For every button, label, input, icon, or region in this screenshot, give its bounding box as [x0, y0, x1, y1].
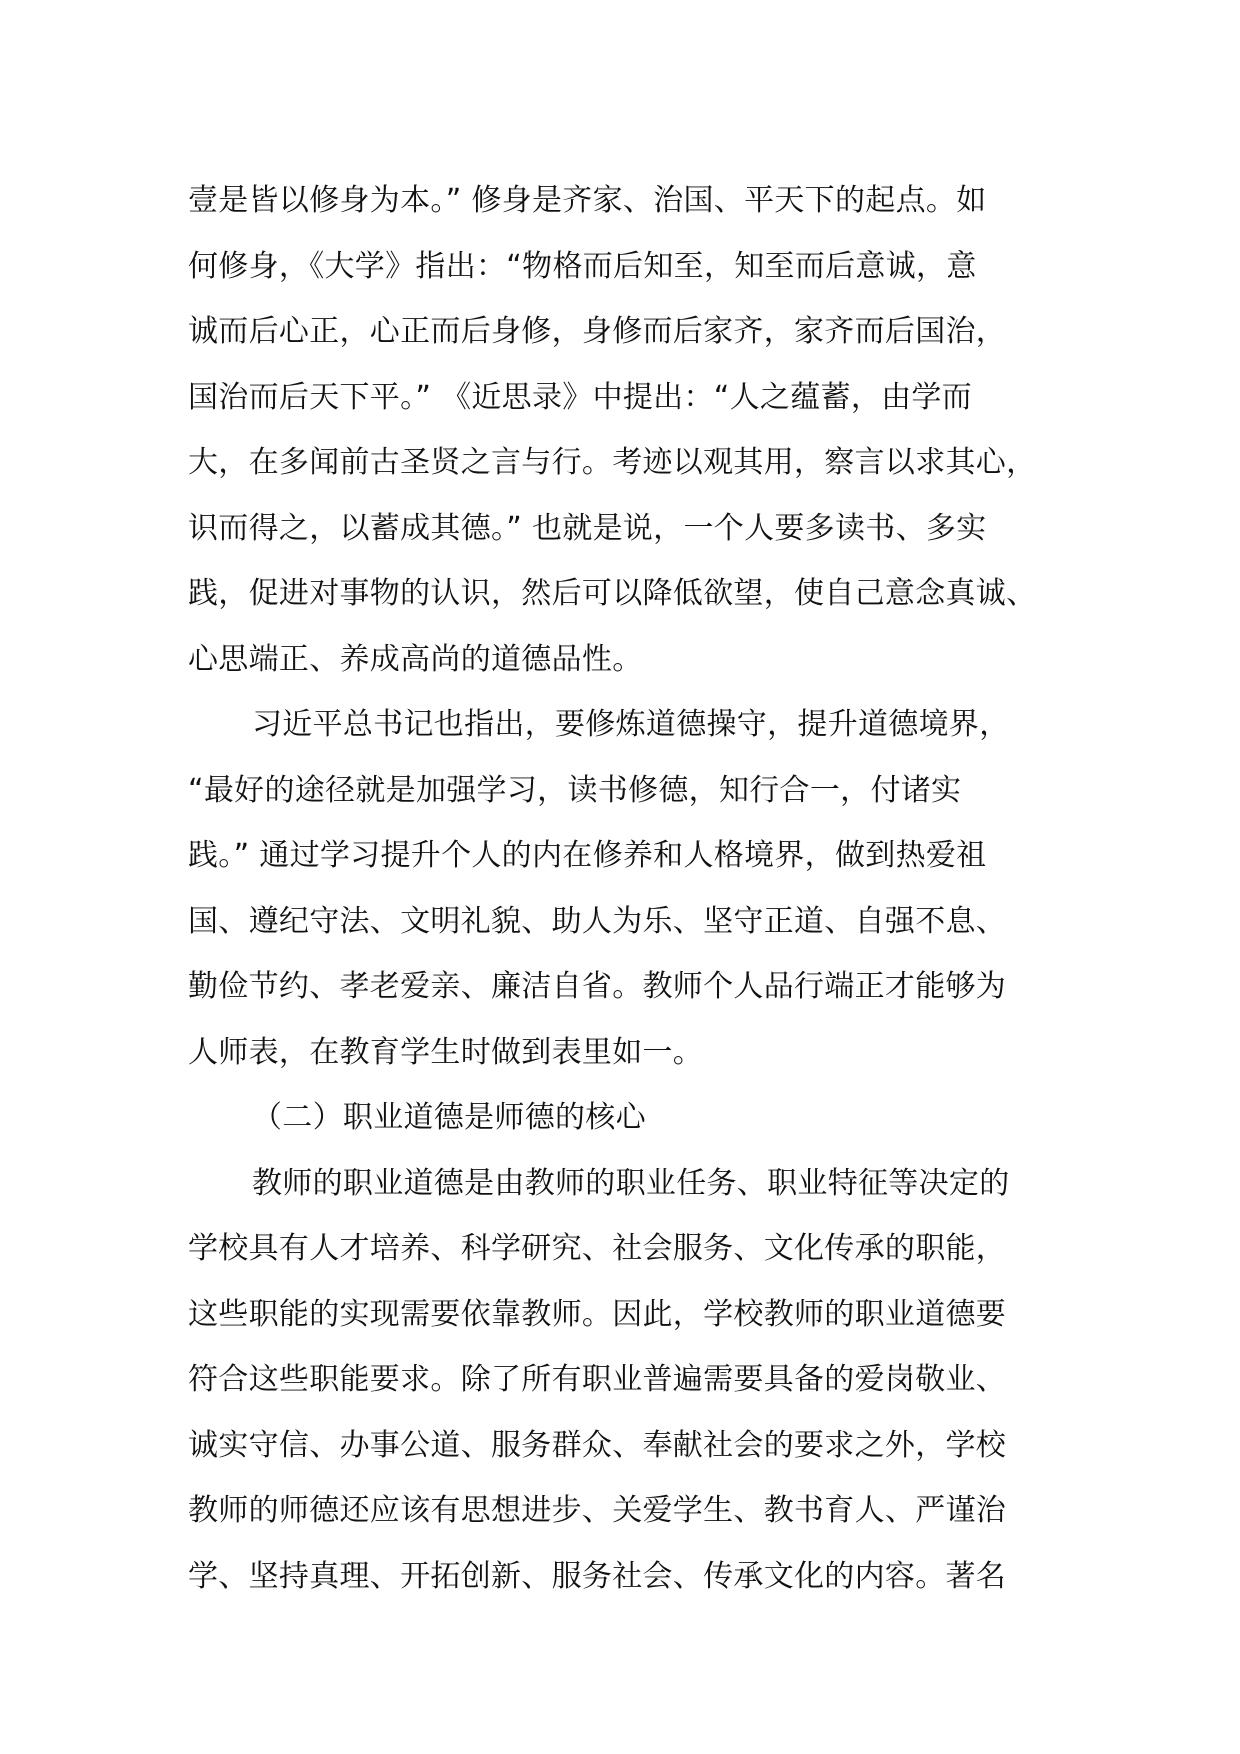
text-line: 心思端正、养成高尚的道德品性。: [188, 641, 643, 677]
section-heading-text: （二）职业道德是师德的核心: [252, 1100, 646, 1135]
text-line: 教师的师德还应该有思想进步、关爱学生、教书育人、严谨治: [188, 1493, 1007, 1528]
paragraph-professional-ethics: [188, 1151, 1088, 1610]
text-line: 何修身，《大学》指出：“物格而后知至，知至而后意诚，意: [188, 248, 977, 284]
text-line: 教师的职业道德是由教师的职业任务、职业特征等决定的: [252, 1165, 1010, 1201]
document-page: [188, 168, 1088, 1609]
text-line: 国、遵纪守法、文明礼貌、助人为乐、坚守正道、自强不息、: [188, 903, 1007, 939]
text-line: 壹是皆以修身为本。” 修身是齐家、治国、平天下的起点。如: [188, 183, 987, 218]
text-line: 勤俭节约、孝老爱亲、廉洁自省。教师个人品行端正才能够为: [188, 969, 1007, 1004]
text-line: 诚而后心正，心正而后身修，身修而后家齐，家齐而后国治，: [188, 314, 1007, 349]
paragraph-self-cultivation: [188, 168, 1088, 692]
text-line: 诚实守信、办事公道、服务群众、奉献社会的要求之外，学校: [188, 1427, 1007, 1463]
section-heading: [188, 1085, 1088, 1151]
text-line: 大，在多闻前古圣贤之言与行。考迹以观其用，察言以求其心，: [188, 445, 1037, 480]
text-line: “最好的途径就是加强学习，读书修德，知行合一，付诸实: [188, 772, 962, 808]
text-line: 符合这些职能要求。除了所有职业普遍需要具备的爱岗敬业、: [188, 1362, 1007, 1397]
text-line: 习近平总书记也指出，要修炼道德操守，提升道德境界，: [252, 707, 1010, 742]
text-line: 人师表，在教育学生时做到表里如一。: [188, 1034, 704, 1070]
text-line: 这些职能的实现需要依靠教师。因此，学校教师的职业道德要: [188, 1296, 1007, 1332]
paragraph-xi-quote: [188, 692, 1088, 1085]
text-line: 识而得之，以蓄成其德。” 也就是说，一个人要多读书、多实: [188, 510, 987, 546]
text-line: 国治而后天下平。” 《近思录》中提出：“人之蕴蓄，由学而: [188, 379, 973, 415]
text-line: 践，促进对事物的认识，然后可以降低欲望，使自己意念真诚、: [188, 576, 1037, 611]
text-line: 学、坚持真理、开拓创新、服务社会、传承文化的内容。著名: [188, 1558, 1007, 1594]
text-line: 学校具有人才培养、科学研究、社会服务、文化传承的职能，: [188, 1231, 1007, 1266]
text-line: 践。” 通过学习提升个人的内在修养和人格境界，做到热爱祖: [188, 838, 987, 873]
